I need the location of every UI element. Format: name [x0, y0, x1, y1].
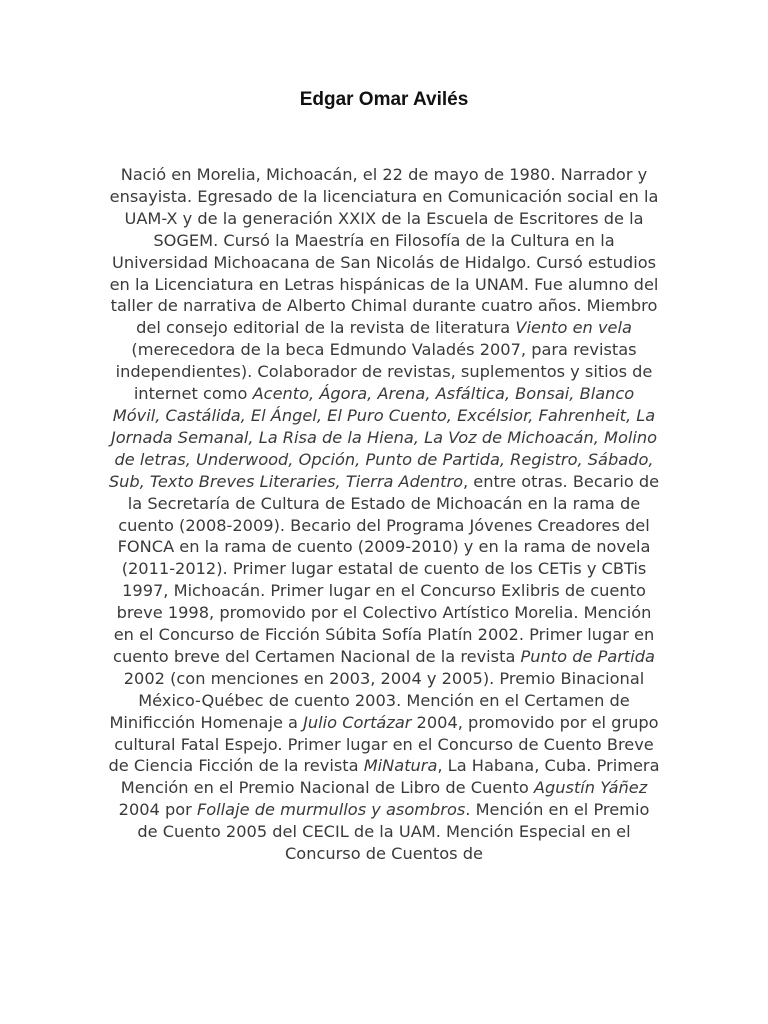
bio-text: 2004, promovido por el grupo cultural Fatal Espejo. Primer lugar en el Concurso de Cuento Breve de Ciencia Ficción de la revista: [108, 712, 659, 776]
bio-text: Nació en Morelia, Michoacán, el 22 de mayo de 1980. Narrador y ensayista. Egresado de la licenciatura en Comunicación social en la UAM-X y de la generación XXIX de la Escuela de Escritores de la SOGEM. Cursó la Maestría en Filosofía de la Cultura en la Universidad Michoacana de San Nicolás de Hidalgo. Cursó estudios en la Licenciatura en Letras hispánicas de la UNAM. Fue alumno del taller de narrativa de Alberto Chimal durante cuatro años. Miembro del consejo editorial de la revista de literatura: [109, 165, 659, 338]
italic-title-text: Punto de Partida: [520, 646, 655, 666]
bio-text: , entre otras. Becario de la Secretaría de Cultura de Estado de Michoacán en la rama de cuento (2008-2009). Becario del Programa Jóvenes Creadores del FONCA en la rama de cuento (2009-2010) y en la rama de novela (2011-2012). Primer lugar estatal de cuento de los CETis y CBTis 1997, Michoacán. Primer lugar en el Concurso Exlibris de cuento breve 1998, promovido por el Colectivo Artístico Morelia. Mención en el Concurso de Ficción Súbita Sofía Platín 2002. Primer lugar en cuento breve del Certamen Nacional de la revista: [113, 471, 660, 666]
bio-text: 2002 (con menciones en 2003, 2004 y 2005). Premio Binacional México-Québec de cuento 2003. Mención en el Certamen de Minificción Homenaje a: [109, 668, 645, 732]
bio-text: (merecedora de la beca Edmundo Valadés 2007, para revistas independientes). Colaborador de revistas, suplementos y sitios de internet como: [115, 340, 653, 404]
italic-title-text: MiNatura: [363, 756, 438, 776]
bio-text: . Mención en el Premio de Cuento 2005 del CECIL de la UAM. Mención Especial en el Concurso de Cuentos de: [137, 800, 650, 864]
italic-title-text: Viento en vela: [515, 318, 632, 338]
italic-title-text: Agustín Yáñez: [533, 778, 648, 798]
italic-title-text: Follaje de murmullos y asombros: [196, 800, 466, 820]
biography-paragraph: [108, 164, 660, 865]
italic-title-text: Acento, Ágora, Arena, Asfáltica, Bonsai, Blanco Móvil, Castálida, El Ángel, El Puro Cuento, Excélsior, Fahrenheit, La Jornada Semanal, La Risa de la Hiena, La Voz de Michoacán, Molino de letras, Underwood, Opción, Punto de Partida, Registro, Sábado, Sub, Texto Breves Literaries, Tierra Adentro: [108, 384, 658, 491]
bio-text: 2004 por: [118, 800, 197, 820]
bio-text: , La Habana, Cuba. Primera Mención en el Premio Nacional de Libro de Cuento: [120, 756, 660, 798]
italic-title-text: Julio Cortázar: [303, 712, 412, 732]
document-title: Edgar Omar Avilés: [299, 89, 469, 110]
